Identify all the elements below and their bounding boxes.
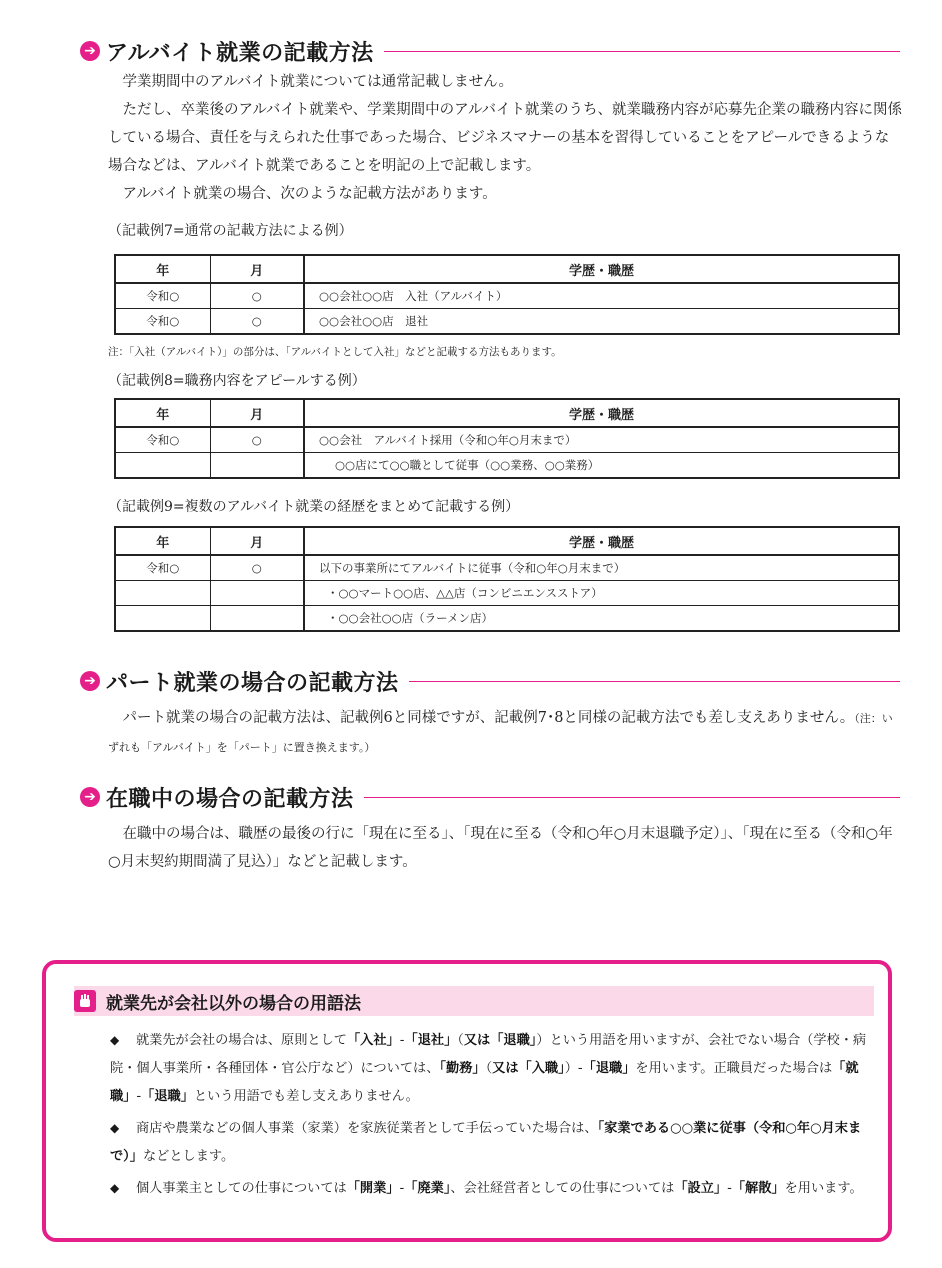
example-caption: （記載例8=職務内容をアピールする例）	[108, 373, 366, 389]
header-year: 年	[115, 527, 210, 555]
table-header-row	[115, 255, 899, 283]
cell-month	[210, 453, 304, 479]
tip-text: （	[457, 1033, 464, 1048]
cell-history: ○○店にて○○職として従事（○○業務、○○業務）	[304, 453, 899, 479]
section-heading-employed	[80, 780, 900, 814]
table-row	[115, 555, 899, 581]
table-row	[115, 453, 899, 479]
tip-text: 商店や農業などの個人事業（家業）を家族従業者として手伝っていた場合は、	[136, 1121, 598, 1136]
tip-text: などとします。	[142, 1149, 235, 1164]
paragraph	[108, 704, 903, 762]
tip-term: 「解散」	[731, 1181, 785, 1196]
arrow-right-circle-icon: ➔	[80, 41, 100, 61]
paragraph	[108, 820, 903, 876]
example-caption: （記載例7=通常の記載方法による例）	[108, 223, 353, 239]
tip-term: 「退職」	[582, 1061, 636, 1076]
table-row	[115, 427, 899, 453]
header-year: 年	[115, 399, 210, 427]
header-year: 年	[115, 255, 210, 283]
table-note: 注：「入社（アルバイト）」の部分は、「アルバイトとして入社」などと記載する方法もあります。	[108, 346, 562, 358]
cell-year: 令和○	[115, 427, 210, 453]
diamond-bullet-icon: ◆	[110, 1033, 120, 1047]
section-title: アルバイト就業の記載方法	[106, 40, 374, 66]
section-heading-arbeit	[80, 34, 900, 68]
heading-rule	[409, 681, 900, 682]
table-header-row	[115, 527, 899, 555]
cell-history: ・○○会社○○店（ラーメン店）	[304, 606, 899, 632]
diamond-bullet-icon: ◆	[110, 1181, 120, 1195]
cell-year: 令和○	[115, 283, 210, 309]
cell-year: 令和○	[115, 555, 210, 581]
header-month: 月	[210, 255, 304, 283]
tip-text: という用語でも差し支えありません。	[193, 1089, 419, 1104]
table-header-row	[115, 399, 899, 427]
section-title: パート就業の場合の記載方法	[106, 670, 399, 696]
tip-text: ）という用語を用いますが、会社でない場合（学校・病院・個人事業所・各種団体・官公庁など）については、	[110, 1033, 867, 1076]
tip-text: ）-	[564, 1061, 583, 1076]
paragraph	[108, 96, 903, 180]
tip-text: （	[485, 1061, 493, 1076]
tip-text: 個人事業主としての仕事については	[136, 1181, 347, 1196]
table-row	[115, 606, 899, 632]
cell-year: 令和○	[115, 309, 210, 335]
diamond-bullet-icon: ◆	[110, 1121, 120, 1135]
paragraph-text: ただし、卒業後のアルバイト就業や、学業期間中のアルバイト就業のうち、就業職務内容が応募先企業の職務内容に関係している場合、責任を与えられた仕事であった場合、ビジネスマナーの基本を習得していることをアピールできるような場合などは、アルバイト就業であることを明記の上で記載します。	[108, 102, 903, 174]
paragraph-note: （注：いずれも「アルバイト」を「パート」に置き換えます。）	[108, 712, 893, 754]
cell-year	[115, 606, 210, 632]
header-month: 月	[210, 399, 304, 427]
tip-term: 「設立」	[674, 1181, 728, 1196]
career-table-example8	[114, 398, 900, 479]
header-history: 学歴・職歴	[304, 527, 899, 555]
paragraph-text: パート就業の場合の記載方法は、記載例6と同様ですが、記載例7･8と同様の記載方法でも差し支えありません。	[122, 710, 855, 726]
cell-month: ○	[210, 309, 304, 335]
tip-item	[110, 1114, 880, 1171]
table-row	[115, 283, 899, 309]
section-heading-part	[80, 664, 900, 698]
paragraph	[108, 180, 903, 208]
career-table-example7	[114, 254, 900, 335]
tip-term: 「勤務」	[439, 1061, 486, 1076]
tip-text: を用います。	[784, 1181, 863, 1196]
heading-rule	[384, 51, 900, 52]
paragraph-text: アルバイト就業の場合、次のような記載方法があります。	[122, 186, 497, 202]
tip-text: -	[136, 1089, 142, 1104]
tip-term: 又は「退職」	[463, 1033, 537, 1048]
tip-term: 「家業である○○業に従事（令和○年○月末まで）」	[110, 1121, 862, 1164]
paragraph	[108, 68, 903, 96]
tip-term: 「就職」	[110, 1061, 859, 1104]
table-row	[115, 581, 899, 606]
tip-box	[42, 960, 892, 1242]
tip-term: 「開業」	[346, 1181, 400, 1196]
arrow-right-circle-icon: ➔	[80, 787, 100, 807]
cell-month	[210, 606, 304, 632]
tip-term: 「退社」	[404, 1033, 458, 1048]
tip-text: 、会社経営者としての仕事については	[450, 1181, 675, 1196]
cell-history: ○○会社○○店 入社（アルバイト）	[304, 283, 899, 309]
tip-text: -	[399, 1181, 405, 1196]
tip-text: -	[399, 1033, 405, 1048]
cell-month: ○	[210, 427, 304, 453]
tip-text: を用います。正職員だった場合は	[635, 1061, 833, 1076]
paragraph-text: 在職中の場合は、職歴の最後の行に「現在に至る」、「現在に至る（令和○年○月末退職予定）」、「現在に至る（令和○年○月末契約期間満了見込）」などと記載します。	[108, 826, 893, 870]
cell-history: ○○会社○○店 退社	[304, 309, 899, 335]
cell-year	[115, 581, 210, 606]
arrow-right-circle-icon: ➔	[80, 671, 100, 691]
tip-item	[110, 1174, 880, 1203]
table-row	[115, 309, 899, 335]
tip-header	[74, 986, 874, 1016]
header-month: 月	[210, 527, 304, 555]
cell-month	[210, 581, 304, 606]
header-history: 学歴・職歴	[304, 255, 899, 283]
tip-item	[110, 1026, 880, 1111]
tip-text: 就業先が会社の場合は、原則として	[136, 1033, 347, 1048]
heading-rule	[364, 797, 900, 798]
tip-text: -	[727, 1181, 732, 1196]
tip-term: 「廃業」	[404, 1181, 451, 1196]
cell-month: ○	[210, 555, 304, 581]
tip-title: 就業先が会社以外の場合の用語法	[106, 993, 361, 1014]
cell-month: ○	[210, 283, 304, 309]
example-caption: （記載例9=複数のアルバイト就業の経歴をまとめて記載する例）	[108, 499, 520, 515]
tip-term: 又は「入職」	[492, 1061, 565, 1076]
tip-term: 「退職」	[141, 1089, 194, 1104]
paragraph-text: 学業期間中のアルバイト就業については通常記載しません。	[122, 74, 513, 90]
tip-term: 「入社」	[347, 1033, 400, 1048]
header-history: 学歴・職歴	[304, 399, 899, 427]
career-table-example9	[114, 526, 900, 632]
cell-year	[115, 453, 210, 479]
pointing-hand-icon	[74, 990, 96, 1012]
cell-history: ・○○マート○○店、△△店（コンビニエンスストア）	[304, 581, 899, 606]
section-title: 在職中の場合の記載方法	[106, 786, 354, 812]
cell-history: ○○会社 アルバイト採用（令和○年○月末まで）	[304, 427, 899, 453]
cell-history: 以下の事業所にてアルバイトに従事（令和○年○月末まで）	[304, 555, 899, 581]
